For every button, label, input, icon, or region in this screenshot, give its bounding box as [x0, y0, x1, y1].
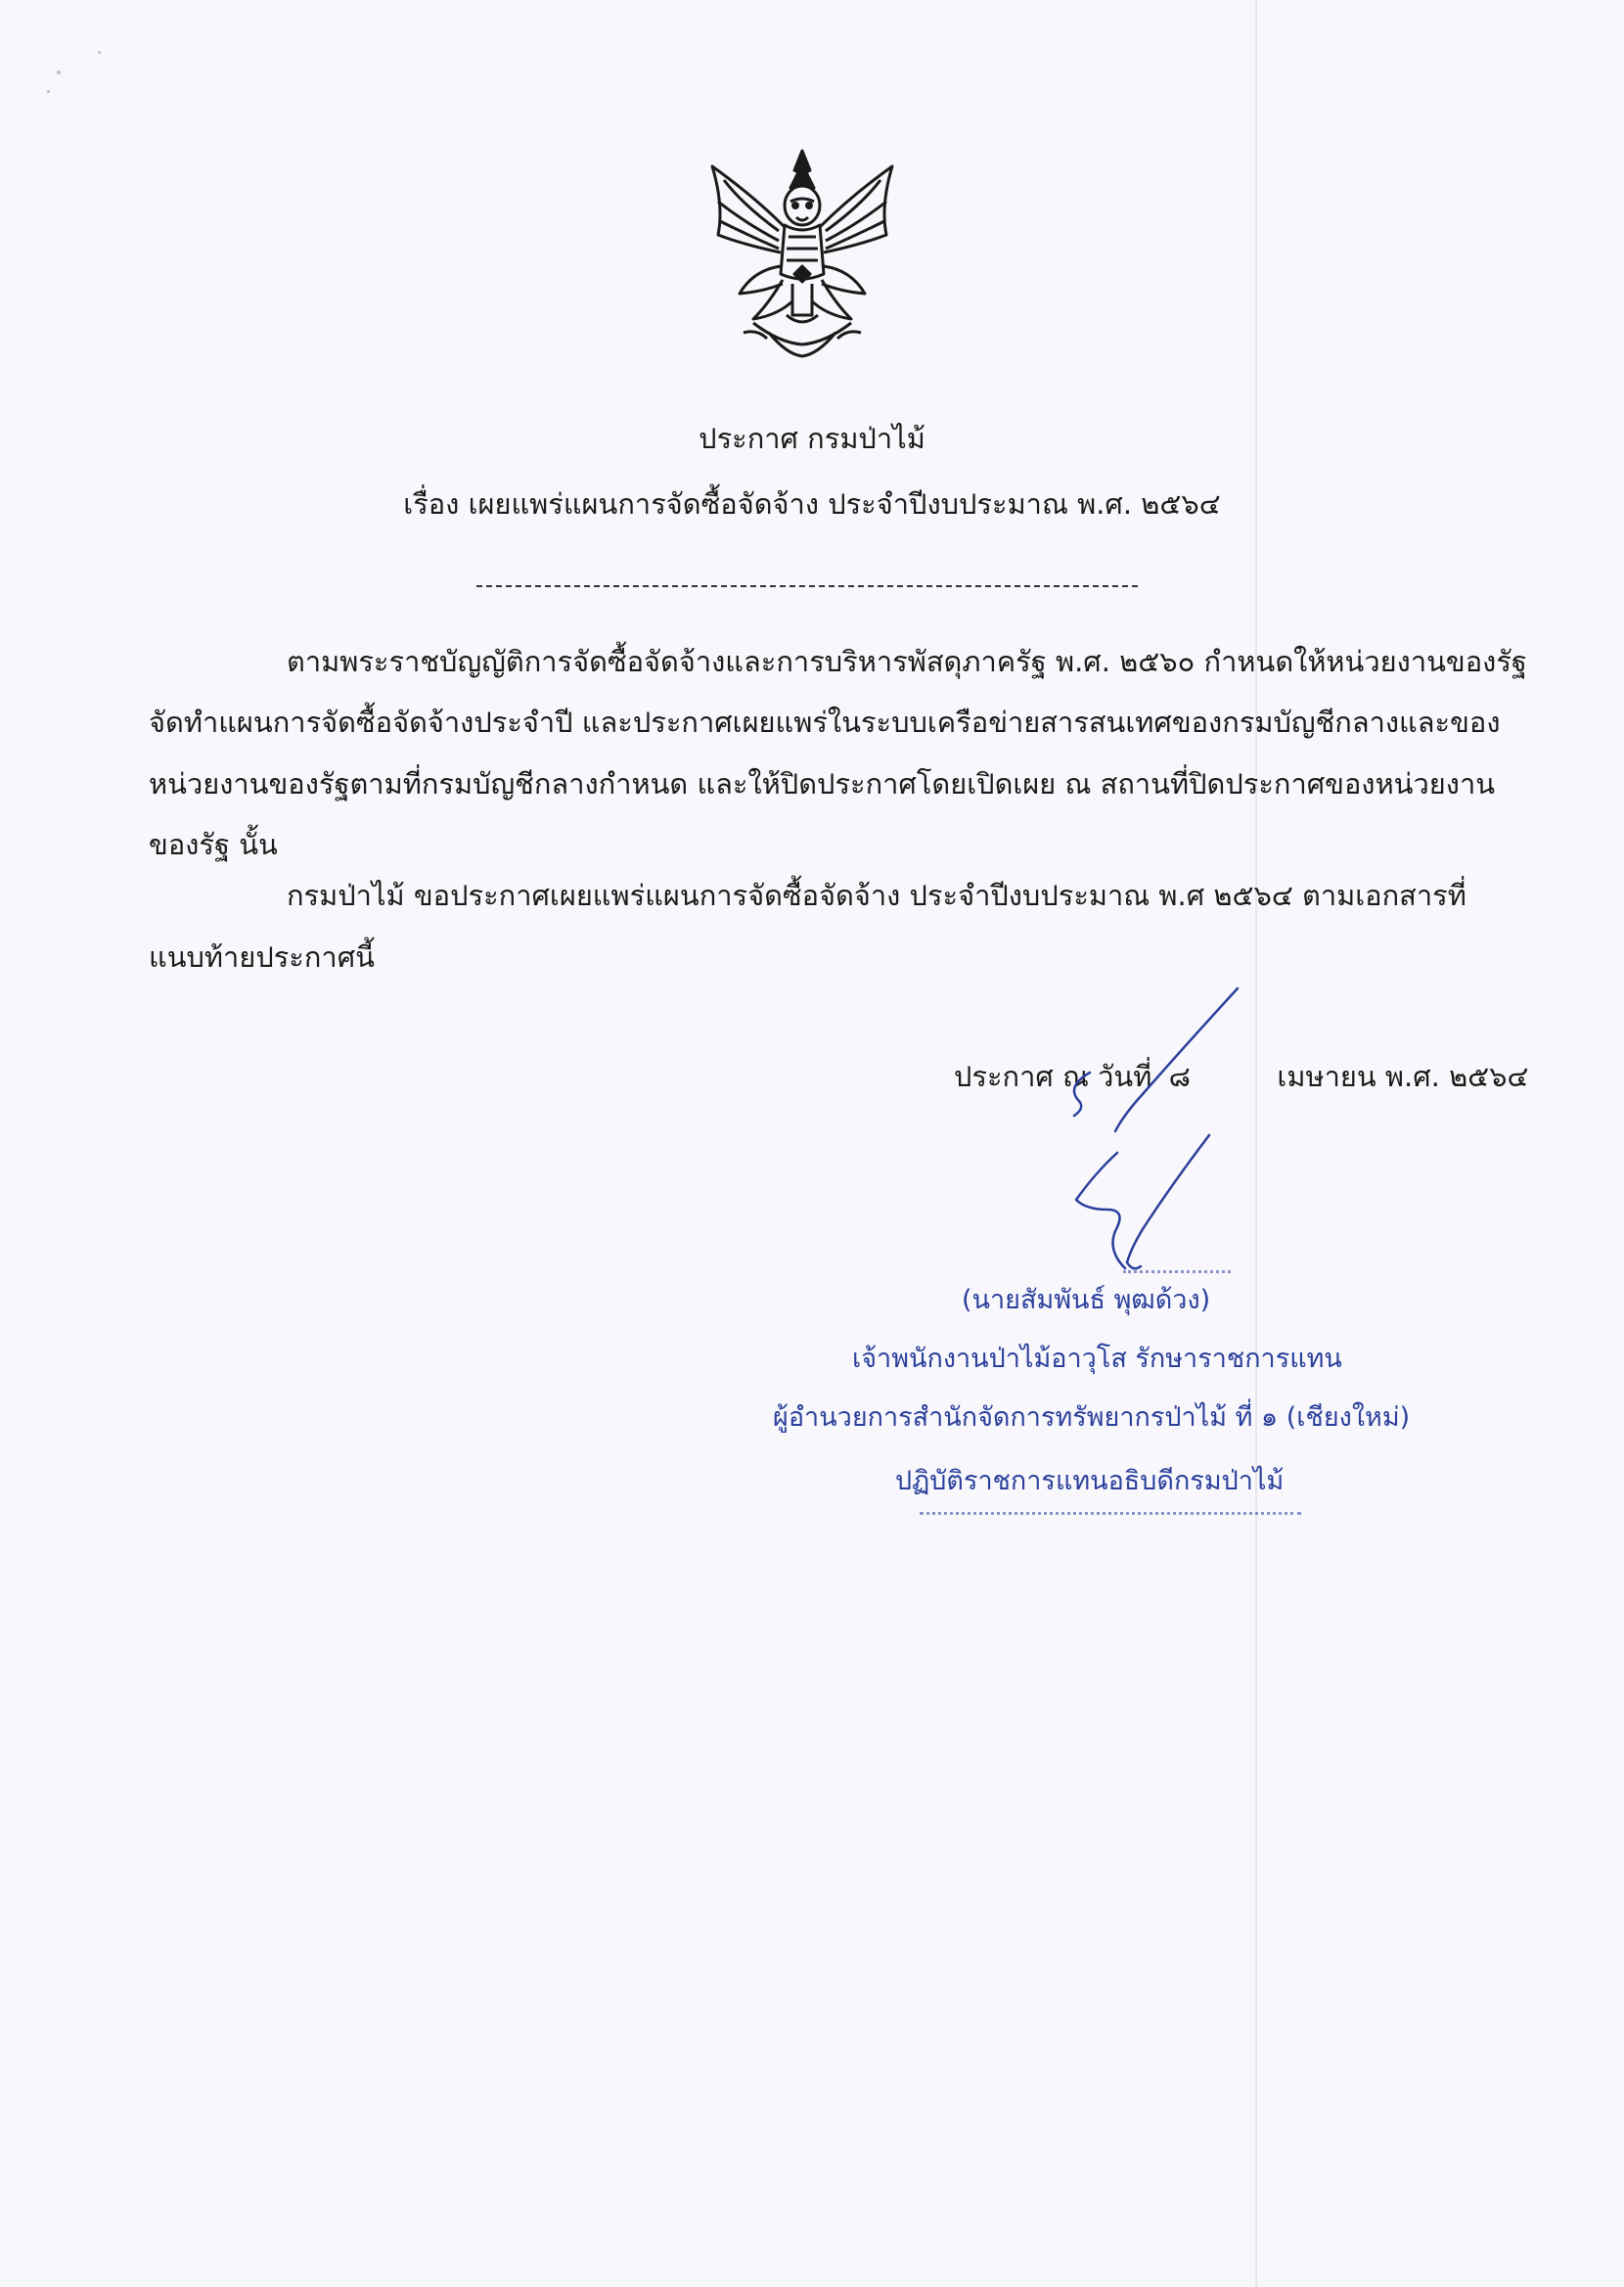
announcement-title: ประกาศ กรมป่าไม้: [699, 422, 925, 455]
stamp-mark: [920, 1512, 1301, 1515]
dashed-divider: [476, 585, 1138, 587]
date-month-year: เมษายน พ.ศ. ๒๕๖๔: [1277, 1060, 1529, 1093]
signer-position: ผู้อำนวยการสำนักจัดการทรัพยากรป่าไม้ ที่ ๑ (เชียงใหม่): [773, 1402, 1411, 1433]
signer-name: (นายสัมพันธ์ พุฒด้วง): [962, 1285, 1211, 1315]
body-line: จัดทำแผนการจัดซื้อจัดจ้างประจำปี และประกาศเผยแพร่ในระบบเครือข่ายสารสนเทศของกรมบัญชีกลางและของ: [149, 706, 1501, 739]
signer-position: เจ้าพนักงานป่าไม้อาวุโส รักษาราชการแทน: [852, 1344, 1342, 1374]
date-day: ๘: [1168, 1060, 1191, 1093]
stamp-mark: [1123, 1270, 1231, 1273]
body-line: หน่วยงานของรัฐตามที่กรมบัญชีกลางกำหนด และให้ปิดประกาศโดยเปิดเผย ณ สถานที่ปิดประกาศของหน่วยงาน: [149, 767, 1496, 800]
body-line: ของรัฐ นั้น: [149, 828, 278, 861]
date-prefix: ประกาศ ณ วันที่: [954, 1060, 1152, 1093]
body-line: กรมป่าไม้ ขอประกาศเผยแพร่แผนการจัดซื้อจัดจ้าง ประจำปีงบประมาณ พ.ศ ๒๕๖๔ ตามเอกสารที่: [287, 879, 1466, 912]
body-line: ตามพระราชบัญญัติการจัดซื้อจัดจ้างและการบริหารพัสดุภาครัฐ พ.ศ. ๒๕๖๐ กำหนดให้หน่วยงานของรัฐ: [287, 645, 1527, 678]
signer-position: ปฏิบัติราชการแทนอธิบดีกรมป่าไม้: [895, 1466, 1285, 1496]
scan-speck: [98, 51, 101, 54]
garuda-emblem-icon: [685, 137, 920, 372]
handwritten-signature-icon: [1017, 979, 1272, 1292]
body-line: แนบท้ายประกาศนี้: [149, 940, 375, 974]
scan-speck: [57, 70, 61, 74]
scan-speck: [47, 90, 50, 93]
announcement-subject: เรื่อง เผยแพร่แผนการจัดซื้อจัดจ้าง ประจำปีงบประมาณ พ.ศ. ๒๕๖๔: [403, 487, 1221, 521]
